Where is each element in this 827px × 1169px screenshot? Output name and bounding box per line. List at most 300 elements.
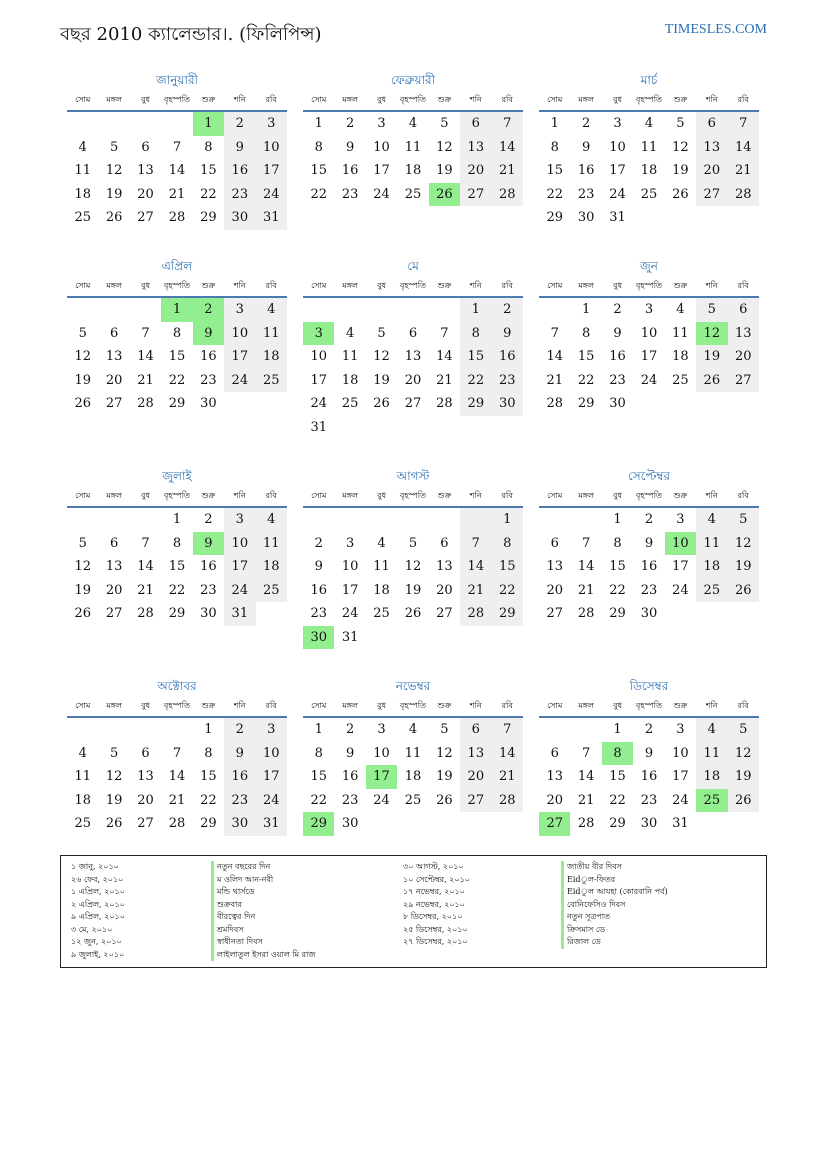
empty-cell — [98, 298, 129, 322]
day-cell: 16 — [224, 765, 255, 789]
day-cell: 17 — [366, 765, 397, 789]
day-cell: 1 — [460, 298, 491, 322]
legend-holiday: নতুন বছরের দিন — [211, 861, 316, 874]
day-cell: 8 — [581, 325, 591, 341]
day-cell: 10 — [609, 139, 626, 155]
day-cell: 2 — [492, 298, 523, 322]
day-cell: 6 — [550, 535, 559, 551]
weekday-label: শনি — [233, 95, 246, 104]
weekday-header — [67, 90, 287, 112]
month-name: এপ্রিল — [161, 259, 193, 273]
weekday-label: বৃহস্পতি — [635, 281, 663, 290]
legend-names-col-1 — [211, 861, 316, 961]
day-cell: 1 — [314, 116, 323, 131]
day-cell: 24 — [640, 372, 658, 388]
day-cell: 2 — [224, 112, 255, 136]
day-cell: 17 — [672, 559, 689, 574]
day-cell: 27 — [105, 396, 123, 411]
weekday-label: শুক্র — [437, 95, 452, 104]
day-cell: 30 — [224, 812, 255, 836]
day-cell: 20 — [546, 792, 563, 808]
day-cell: 11 — [696, 532, 727, 556]
day-cell: 14 — [460, 555, 491, 579]
weekday-label: বুধ — [377, 491, 387, 500]
legend-holiday: বোনিফেসিও দিবস — [561, 899, 668, 912]
day-cell: 2 — [193, 298, 224, 322]
weekday-label: বুধ — [613, 701, 623, 710]
day-cell: 4 — [644, 116, 654, 131]
day-cell: 20 — [728, 345, 759, 369]
day-cell: 10 — [373, 745, 390, 761]
day-cell: 2 — [644, 722, 654, 737]
day-cell: 29 — [168, 396, 186, 411]
empty-cell — [303, 298, 334, 322]
weekday-label: সোম — [547, 491, 563, 500]
empty-cell — [429, 298, 460, 322]
day-cell: 16 — [200, 349, 217, 364]
day-cell: 25 — [404, 186, 422, 202]
weekday-label: শুক্র — [437, 491, 452, 500]
month-name: অক্টোবর — [157, 679, 197, 693]
legend-date: ৩০ আগস্ট, ২০১০ — [403, 862, 464, 871]
empty-cell — [303, 508, 334, 532]
day-cell: 6 — [109, 325, 119, 341]
day-cell: 20 — [546, 582, 563, 598]
day-cell: 20 — [105, 372, 123, 388]
weekday-label: রবি — [737, 701, 749, 710]
legend-date: ১ এপ্রিল, ২০১০ — [71, 887, 125, 896]
day-cell: 11 — [341, 349, 359, 364]
day-cell: 18 — [404, 163, 422, 178]
day-cell: 14 — [137, 559, 154, 574]
day-cell: 28 — [728, 183, 759, 207]
day-cell: 4 — [676, 302, 685, 317]
day-cell: 23 — [200, 582, 217, 598]
day-cell: 5 — [728, 508, 759, 532]
day-cell: 10 — [224, 322, 255, 346]
day-cell: 21 — [728, 159, 759, 183]
day-cell: 7 — [460, 532, 491, 556]
day-cell: 25 — [74, 210, 91, 225]
day-cell: 12 — [696, 322, 727, 346]
day-cell: 8 — [204, 139, 213, 155]
weekday-label: বৃহস্পতি — [399, 281, 427, 290]
day-cell: 19 — [373, 372, 390, 388]
weekday-label: শুক্র — [673, 95, 688, 104]
day-cell: 10 — [672, 745, 689, 761]
day-cell: 11 — [672, 325, 689, 341]
legend-date: ২৭ ডিসেম্বর, ২০১০ — [403, 937, 468, 946]
day-cell: 5 — [377, 325, 386, 341]
day-cell: 24 — [373, 792, 390, 808]
day-cell: 10 — [665, 532, 696, 556]
month-3 — [539, 70, 759, 230]
empty-cell — [161, 718, 192, 742]
empty-cell — [98, 508, 129, 532]
legend-holiday: মন্ডি থার্সডে — [211, 886, 316, 899]
day-cell: 19 — [728, 555, 759, 579]
day-cell: 21 — [137, 582, 154, 598]
weekday-label: রবি — [501, 701, 513, 710]
weekday-label: বৃহস্পতি — [163, 701, 191, 710]
day-cell: 19 — [74, 372, 91, 388]
day-cell: 13 — [728, 322, 759, 346]
empty-cell — [161, 112, 192, 136]
day-cell: 27 — [728, 369, 759, 393]
day-cell: 22 — [310, 186, 327, 202]
day-cell: 7 — [172, 745, 182, 761]
empty-cell — [397, 508, 428, 532]
day-grid — [303, 298, 523, 439]
day-cell: 17 — [609, 163, 626, 178]
day-cell: 5 — [109, 745, 119, 761]
weekday-label: শুক্র — [201, 701, 216, 710]
day-cell: 30 — [200, 396, 217, 411]
weekday-label: শনি — [469, 701, 482, 710]
day-cell: 2 — [314, 535, 323, 551]
day-cell: 7 — [440, 325, 449, 341]
day-cell: 16 — [341, 163, 359, 178]
day-cell: 27 — [546, 606, 563, 621]
day-cell: 29 — [577, 396, 595, 411]
day-cell: 28 — [460, 602, 491, 626]
day-cell: 23 — [224, 183, 255, 207]
day-cell: 12 — [728, 532, 759, 556]
day-cell: 15 — [310, 163, 327, 178]
weekday-label: বুধ — [613, 95, 623, 104]
day-cell: 22 — [310, 792, 327, 808]
day-cell: 1 — [492, 508, 523, 532]
weekday-label: মঙ্গল — [106, 281, 122, 290]
day-cell: 16 — [577, 163, 595, 178]
day-cell: 3 — [345, 535, 355, 551]
day-cell: 12 — [404, 559, 422, 574]
day-cell: 6 — [440, 535, 449, 551]
day-cell: 4 — [408, 722, 418, 737]
weekday-label: রবি — [737, 95, 749, 104]
day-cell: 11 — [74, 769, 91, 784]
day-cell: 19 — [74, 582, 91, 598]
day-cell: 13 — [460, 136, 491, 160]
day-cell: 15 — [200, 163, 217, 178]
day-cell: 3 — [303, 322, 334, 346]
day-cell: 13 — [436, 559, 453, 574]
day-cell: 19 — [436, 163, 453, 178]
month-1 — [67, 70, 287, 230]
day-cell: 28 — [577, 606, 595, 621]
empty-cell — [67, 508, 98, 532]
weekday-label: শুক্র — [201, 491, 216, 500]
weekday-label: রবি — [501, 491, 513, 500]
weekday-label: মঙ্গল — [578, 491, 594, 500]
day-cell: 15 — [609, 559, 626, 574]
day-cell: 27 — [105, 606, 123, 621]
day-cell: 24 — [224, 579, 255, 603]
legend-date: ১৭ নভেম্বর, ২০১০ — [403, 887, 465, 896]
day-cell: 9 — [345, 745, 355, 761]
day-cell: 12 — [728, 742, 759, 766]
day-cell: 13 — [460, 742, 491, 766]
month-name: জানুয়ারী — [156, 73, 198, 87]
site-link[interactable]: TIMESLES.COM — [664, 22, 767, 37]
day-cell: 17 — [224, 345, 255, 369]
day-cell: 30 — [577, 210, 595, 225]
day-cell: 22 — [460, 369, 491, 393]
day-cell: 19 — [728, 765, 759, 789]
legend-date: ২৯ নভেম্বর, ২০১০ — [403, 899, 465, 909]
day-cell: 23 — [200, 372, 217, 388]
day-cell: 31 — [256, 812, 287, 836]
empty-cell — [366, 508, 397, 532]
day-cell: 23 — [640, 792, 658, 808]
weekday-label: সোম — [311, 491, 327, 500]
legend-holiday: শুক্রবার — [211, 899, 316, 912]
legend-date: ৩ মে, ২০১০ — [71, 924, 113, 934]
weekday-label: বুধ — [613, 491, 623, 500]
day-cell: 11 — [373, 559, 390, 574]
day-cell: 5 — [728, 718, 759, 742]
day-cell: 22 — [200, 792, 217, 808]
day-cell: 16 — [492, 345, 523, 369]
day-cell: 25 — [640, 186, 658, 202]
day-cell: 5 — [440, 722, 449, 737]
weekday-label: সোম — [547, 95, 563, 104]
day-cell: 24 — [224, 369, 255, 393]
day-cell: 7 — [550, 325, 559, 341]
day-cell: 21 — [168, 186, 186, 202]
day-cell: 17 — [256, 159, 287, 183]
day-cell: 26 — [696, 369, 727, 393]
day-cell: 10 — [640, 325, 658, 341]
day-cell: 4 — [256, 508, 287, 532]
weekday-label: শুক্র — [437, 701, 452, 710]
day-cell: 30 — [341, 816, 359, 831]
day-cell: 17 — [640, 349, 658, 364]
day-cell: 1 — [314, 722, 323, 737]
day-cell: 25 — [341, 396, 359, 411]
day-cell: 11 — [256, 532, 287, 556]
day-cell: 4 — [696, 508, 727, 532]
day-cell: 3 — [676, 722, 685, 737]
month-9 — [539, 466, 759, 626]
weekday-label: বুধ — [141, 281, 151, 290]
day-cell: 13 — [546, 769, 563, 784]
day-cell: 16 — [310, 582, 327, 598]
day-cell: 8 — [613, 535, 622, 551]
day-cell: 24 — [256, 789, 287, 813]
day-grid — [539, 112, 759, 230]
month-name: জুলাই — [162, 469, 192, 483]
legend-holiday: বীরত্বের দিন — [211, 911, 316, 924]
month-name: মার্চ — [640, 73, 658, 87]
day-cell: 1 — [581, 302, 591, 317]
day-cell: 2 — [613, 302, 622, 317]
weekday-header — [67, 486, 287, 508]
holiday-legend — [60, 855, 767, 968]
day-cell: 5 — [676, 116, 685, 131]
day-cell: 17 — [224, 555, 255, 579]
day-cell: 20 — [137, 792, 154, 808]
day-cell: 14 — [577, 769, 595, 784]
day-cell: 29 — [200, 816, 217, 831]
day-cell: 16 — [640, 559, 658, 574]
day-cell: 19 — [696, 345, 727, 369]
day-cell: 29 — [546, 210, 563, 225]
day-cell: 28 — [492, 183, 523, 207]
day-cell: 14 — [577, 559, 595, 574]
weekday-label: মঙ্গল — [106, 701, 122, 710]
day-cell: 2 — [644, 512, 654, 527]
day-cell: 9 — [345, 139, 355, 155]
day-cell: 26 — [429, 183, 460, 207]
day-cell: 14 — [546, 349, 563, 364]
weekday-label: সোম — [311, 95, 327, 104]
legend-date: ২ এপ্রিল, ২০১০ — [71, 899, 125, 909]
month-10 — [67, 676, 287, 836]
weekday-header — [67, 696, 287, 718]
legend-holiday: Eidুল আযহা (কোরবানি পর্ব) — [561, 886, 668, 899]
empty-cell — [539, 298, 570, 322]
weekday-header — [539, 90, 759, 112]
empty-cell — [539, 718, 570, 742]
weekday-label: বৃহস্পতি — [399, 701, 427, 710]
day-cell: 20 — [460, 159, 491, 183]
day-cell: 22 — [609, 792, 626, 808]
day-cell: 30 — [609, 396, 626, 411]
day-cell: 14 — [492, 136, 523, 160]
day-cell: 2 — [224, 718, 255, 742]
month-name: নভেম্বর — [395, 679, 431, 693]
weekday-label: মঙ্গল — [578, 95, 594, 104]
weekday-label: বুধ — [141, 95, 151, 104]
weekday-label: বৃহস্পতি — [163, 491, 191, 500]
day-cell: 13 — [137, 769, 154, 784]
day-cell: 20 — [460, 765, 491, 789]
month-name: ডিসেম্বর — [629, 679, 669, 693]
weekday-header — [67, 276, 287, 298]
legend-date: ৯ এপ্রিল, ২০১০ — [71, 912, 125, 921]
day-cell: 4 — [256, 298, 287, 322]
legend-date: ১ জানু, ২০১০ — [71, 862, 119, 871]
day-cell: 31 — [256, 206, 287, 230]
day-cell: 1 — [193, 112, 224, 136]
weekday-label: রবি — [265, 95, 277, 104]
day-cell: 14 — [168, 769, 186, 784]
weekday-label: শুক্র — [673, 281, 688, 290]
day-cell: 27 — [460, 183, 491, 207]
day-grid — [67, 112, 287, 230]
day-cell: 9 — [613, 325, 622, 341]
weekday-label: সোম — [75, 281, 91, 290]
day-cell: 19 — [672, 163, 689, 178]
weekday-header — [539, 276, 759, 298]
day-cell: 10 — [310, 349, 327, 364]
month-7 — [67, 466, 287, 626]
weekday-label: বুধ — [377, 281, 387, 290]
weekday-header — [539, 696, 759, 718]
day-cell: 9 — [644, 535, 654, 551]
day-cell: 22 — [200, 186, 217, 202]
day-cell: 29 — [303, 812, 334, 836]
day-cell: 24 — [256, 183, 287, 207]
day-cell: 26 — [373, 396, 390, 411]
day-cell: 15 — [310, 769, 327, 784]
weekday-label: শনি — [705, 701, 718, 710]
day-cell: 2 — [204, 512, 213, 527]
day-cell: 14 — [168, 163, 186, 178]
empty-cell — [98, 718, 129, 742]
day-cell: 13 — [137, 163, 154, 178]
day-cell: 8 — [460, 322, 491, 346]
month-2 — [303, 70, 523, 206]
day-cell: 4 — [345, 325, 355, 341]
weekday-label: রবি — [265, 281, 277, 290]
day-cell: 29 — [168, 606, 186, 621]
day-cell: 9 — [224, 742, 255, 766]
weekday-label: বৃহস্পতি — [635, 95, 663, 104]
day-cell: 6 — [141, 139, 150, 155]
day-cell: 28 — [137, 396, 154, 411]
day-cell: 8 — [550, 139, 559, 155]
legend-holiday: ম ওলিদ আন-নবী — [211, 874, 316, 887]
day-cell: 17 — [310, 372, 327, 388]
day-cell: 5 — [78, 325, 87, 341]
day-cell: 10 — [373, 139, 390, 155]
legend-holiday: জাতীয় বীর দিবস — [561, 861, 668, 874]
weekday-label: শুক্র — [673, 701, 688, 710]
day-cell: 25 — [404, 792, 422, 808]
day-cell: 8 — [172, 535, 182, 551]
day-cell: 5 — [696, 298, 727, 322]
weekday-label: শনি — [469, 491, 482, 500]
day-cell: 16 — [640, 769, 658, 784]
day-cell: 20 — [436, 582, 453, 598]
day-cell: 7 — [581, 535, 591, 551]
day-cell: 13 — [546, 559, 563, 574]
day-cell: 20 — [137, 186, 154, 202]
day-grid — [67, 298, 287, 416]
day-cell: 16 — [200, 559, 217, 574]
legend-holiday: Eidুল-ফিতর — [561, 874, 668, 887]
weekday-label: শুক্র — [673, 491, 688, 500]
empty-cell — [130, 112, 161, 136]
day-cell: 8 — [314, 139, 323, 155]
day-cell: 7 — [492, 112, 523, 136]
month-name: মে — [407, 259, 419, 273]
day-cell: 3 — [224, 298, 255, 322]
day-cell: 9 — [492, 322, 523, 346]
day-cell: 21 — [436, 372, 453, 388]
weekday-header — [303, 696, 523, 718]
day-cell: 25 — [696, 579, 727, 603]
day-cell: 31 — [672, 816, 689, 831]
day-cell: 4 — [377, 535, 386, 551]
legend-date: ১০ সেপ্টেম্বর, ২০১০ — [403, 874, 470, 884]
day-grid — [539, 718, 759, 836]
day-cell: 28 — [577, 816, 595, 831]
day-cell: 11 — [696, 742, 727, 766]
day-cell: 11 — [74, 163, 91, 178]
day-cell: 10 — [341, 559, 359, 574]
day-cell: 4 — [696, 718, 727, 742]
day-cell: 26 — [672, 186, 689, 202]
day-cell: 11 — [404, 745, 422, 761]
month-name: ফেব্রুয়ারী — [390, 73, 436, 87]
day-cell: 29 — [609, 816, 626, 831]
day-cell: 17 — [256, 765, 287, 789]
weekday-label: বৃহস্পতি — [635, 701, 663, 710]
day-cell: 3 — [224, 508, 255, 532]
